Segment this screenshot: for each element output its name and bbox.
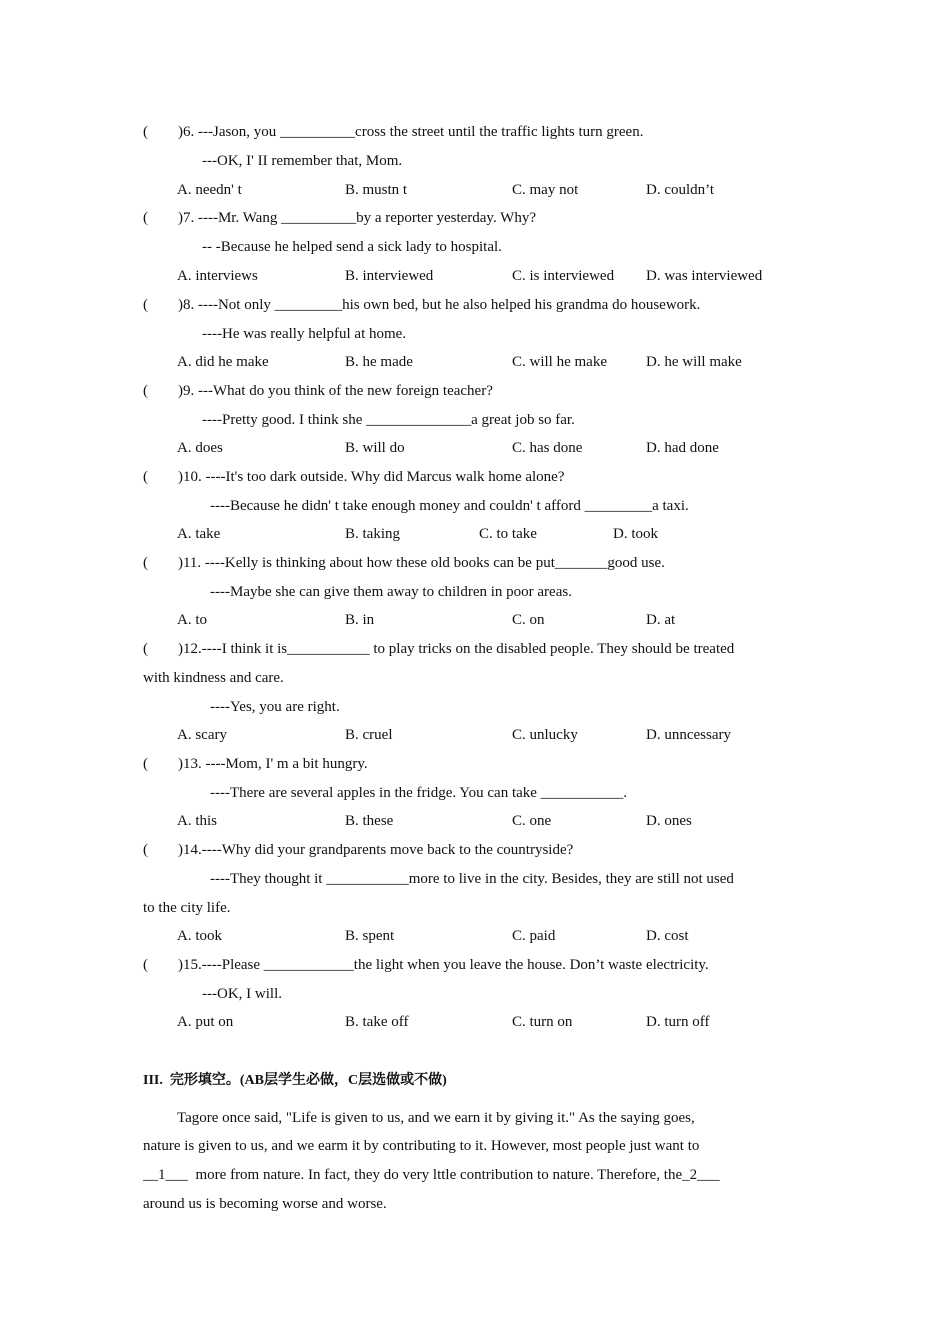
question-14-reply: ----They thought it ___________more to live in the city. Besides, they are still not used [210,871,734,887]
question-14-option-a: A. took [177,928,222,944]
question-12-continued: with kindness and care. [143,670,284,686]
question-8-option-b: B. he made [345,354,413,370]
question-14-option-c: C. paid [512,928,556,944]
question-9-option-b: B. will do [345,440,405,456]
question-6-option-c: C. may not [512,182,579,198]
question-6-reply: ---OK, I' II remember that, Mom. [202,153,403,169]
passage-line-2: nature is given to us, and we earm it by contributing to it. However, most people just want to [143,1138,700,1154]
question-13-option-c: C. one [512,813,552,829]
question-7: ( )7. ----Mr. Wang __________by a reporter yesterday. Why? [143,210,536,226]
question-8-option-c: C. will he make [512,354,607,370]
question-9: ( )9. ---What do you think of the new foreign teacher? [143,383,493,399]
question-12-option-a: A. scary [177,727,227,743]
question-6-option-b: B. mustn t [345,182,408,198]
question-15-reply: ---OK, I will. [202,986,282,1002]
question-15-option-d: D. turn off [646,1014,710,1030]
question-12-reply: ----Yes, you are right. [210,699,340,715]
question-14-option-d: D. cost [646,928,689,944]
question-13-option-b: B. these [345,813,394,829]
question-14-reply-continued: to the city life. [143,900,231,916]
passage-line-1: Tagore once said, "Life is given to us, and we earn it by giving it." As the saying goes, [177,1110,695,1126]
question-15: ( )15.----Please ____________the light when you leave the house. Don’t waste electricity. [143,957,709,973]
question-7-option-a: A. interviews [177,268,258,284]
question-8: ( )8. ----Not only _________his own bed, but he also helped his grandma do housework. [143,297,701,313]
question-12-option-b: B. cruel [345,727,393,743]
passage-line-4: around us is becoming worse and worse. [143,1196,387,1212]
question-8-option-a: A. did he make [177,354,269,370]
question-7-option-c: C. is interviewed [512,268,615,284]
question-12: ( )12.----I think it is___________ to play tricks on the disabled people. They should be treated [143,641,735,657]
question-10-option-c: C. to take [479,526,537,542]
question-10-option-d: D. took [613,526,658,542]
question-10-option-a: A. take [177,526,221,542]
question-9-option-a: A. does [177,440,223,456]
question-7-reply: -- -Because he helped send a sick lady to hospital. [202,239,502,255]
passage-line-3: __1___ more from nature. In fact, they do very lttle contribution to nature. Therefore, the_2___ [143,1167,720,1183]
question-6: ( )6. ---Jason, you __________cross the street until the traffic lights turn green. [143,124,644,140]
question-8-reply: ----He was really helpful at home. [202,326,407,342]
question-11: ( )11. ----Kelly is thinking about how these old books can be put_______good use. [143,555,665,571]
question-9-option-c: C. has done [512,440,583,456]
question-6-option-d: D. couldn’t [646,182,715,198]
question-12-option-d: D. unncessary [646,727,731,743]
question-14-option-b: B. spent [345,928,395,944]
question-14: ( )14.----Why did your grandparents move back to the countryside? [143,842,574,858]
question-13-reply: ----There are several apples in the fridge. You can take ___________. [210,785,627,801]
question-6-option-a: A. needn' t [177,182,242,198]
question-9-option-d: D. had done [646,440,719,456]
question-11-option-a: A. to [177,612,207,628]
question-12-option-c: C. unlucky [512,727,578,743]
question-13-option-a: A. this [177,813,218,829]
question-13: ( )13. ----Mom, I' m a bit hungry. [143,756,368,772]
question-11-option-c: C. on [512,612,545,628]
question-11-option-d: D. at [646,612,676,628]
question-10-reply: ----Because he didn' t take enough money and couldn' t afford _________a taxi. [210,498,689,514]
question-8-option-d: D. he will make [646,354,742,370]
question-11-reply: ----Maybe she can give them away to children in poor areas. [210,584,572,600]
question-10-option-b: B. taking [345,526,400,542]
section-title: III. 完形填空。(AB层学生必做，C层选做或不做) [143,1073,447,1088]
question-13-option-d: D. ones [646,813,692,829]
question-7-option-d: D. was interviewed [646,268,763,284]
question-15-option-a: A. put on [177,1014,234,1030]
question-11-option-b: B. in [345,612,375,628]
question-9-reply: ----Pretty good. I think she ______________a great job so far. [202,412,575,428]
question-15-option-c: C. turn on [512,1014,573,1030]
question-10: ( )10. ----It's too dark outside. Why did Marcus walk home alone? [143,469,565,485]
question-15-option-b: B. take off [345,1014,409,1030]
question-7-option-b: B. interviewed [345,268,434,284]
